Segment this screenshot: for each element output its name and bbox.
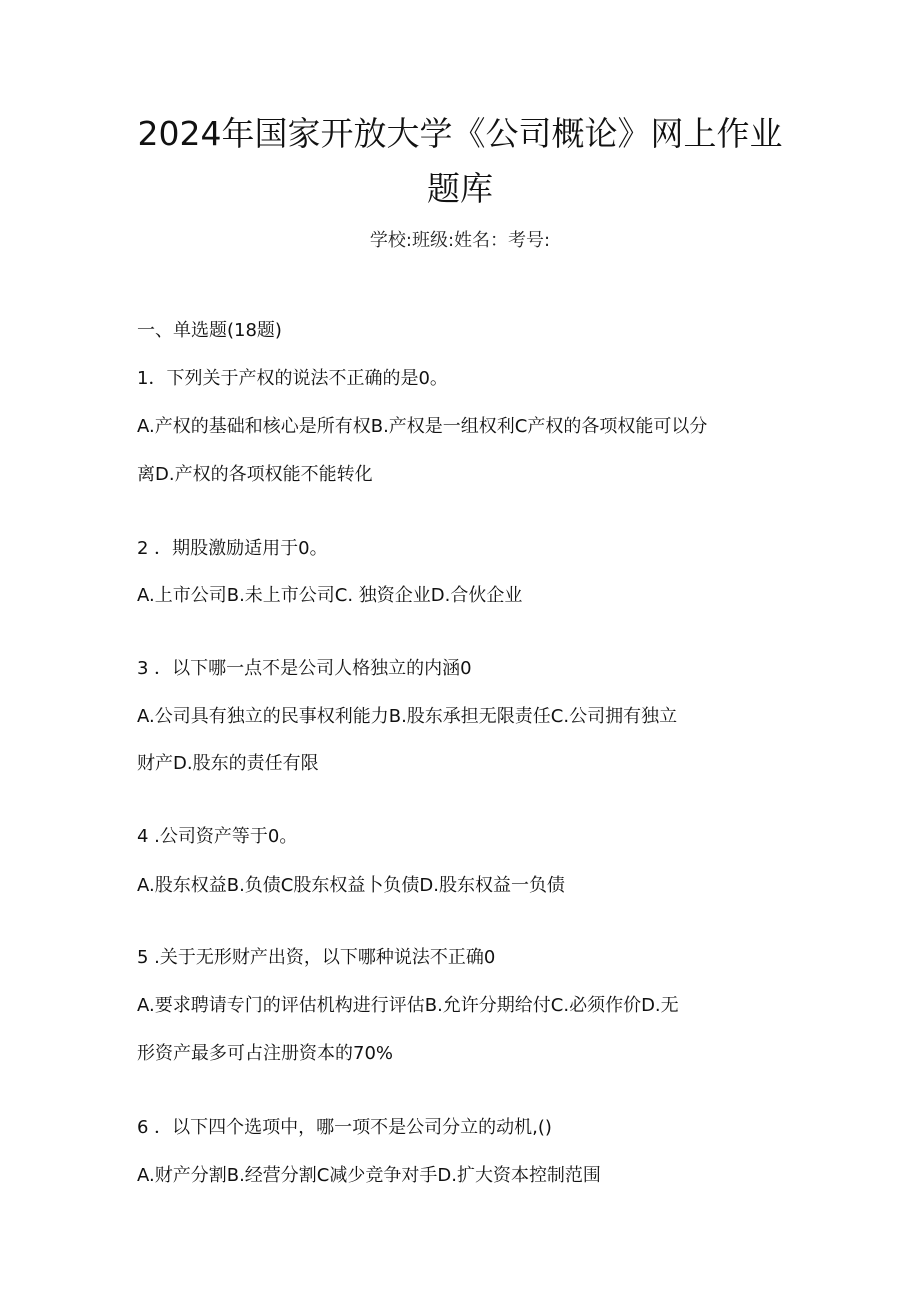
question-3-options-line2: 财产D.股东的责任有限 (137, 753, 319, 774)
question-1-options-line2: 离D.产权的各项权能不能转化 (137, 464, 373, 485)
document-title-line2: 题库 (427, 169, 493, 208)
question-5-options-line1: A.要求聘请专门的评估机构进行评估B.允许分期给付C.必须作价D.无 (137, 995, 679, 1016)
question-6-options-line1: A.财产分割B.经营分割C减少竞争对手D.扩大资本控制范围 (137, 1165, 601, 1186)
question-3-options-line1: A.公司具有独立的民事权利能力B.股东承担无限责任C.公司拥有独立 (137, 706, 678, 727)
document-title-line1: 2024年国家开放大学《公司概论》网上作业 (137, 114, 783, 153)
question-4-stem: 4 .公司资产等于0。 (137, 826, 298, 847)
question-6-stem: 6 ．以下四个选项中，哪一项不是公司分立的动机,() (137, 1117, 552, 1138)
question-3-stem: 3 ．以下哪一点不是公司人格独立的内涵0 (137, 658, 472, 679)
question-5-options-line2: 形资产最多可占注册资本的70% (137, 1043, 394, 1064)
question-4-options-line1: A.股东权益B.负债C股东权益卜负债D.股东权益一负债 (137, 875, 565, 896)
question-2-options-line1: A.上市公司B.未上市公司C. 独资企业D.合伙企业 (137, 585, 523, 606)
question-2-stem: 2 ．期股激励适用于0。 (137, 538, 328, 559)
question-1-options-line1: A.产权的基础和核心是所有权B.产权是一组权利C产权的各项权能可以分 (137, 416, 708, 437)
question-1-stem: 1．下列关于产权的说法不正确的是0。 (137, 368, 448, 389)
student-info-line: 学校:班级:姓名：考号: (369, 230, 551, 251)
question-5-stem: 5 .关于无形财产出资，以下哪种说法不正确0 (137, 947, 496, 968)
section-heading: 一、单选题(18题) (137, 320, 282, 341)
